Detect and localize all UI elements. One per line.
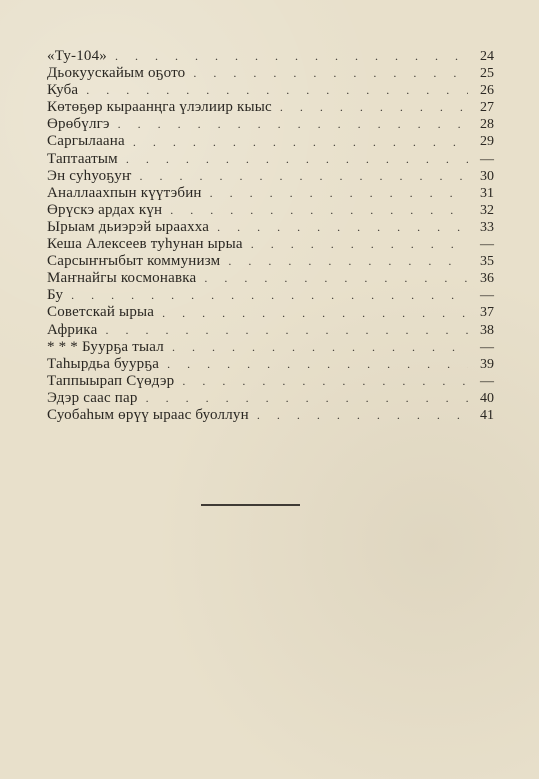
toc-row bbox=[47, 356, 494, 373]
toc-row bbox=[47, 65, 494, 82]
toc-page-number: 32 bbox=[480, 202, 494, 218]
toc-row bbox=[47, 390, 494, 407]
dot-leader bbox=[84, 82, 468, 99]
toc-entry-title: Дьокуускайым оҕото bbox=[47, 65, 186, 82]
dot-leader bbox=[215, 219, 468, 236]
toc-page-number: 37 bbox=[480, 305, 494, 321]
dot-leader bbox=[160, 305, 468, 322]
toc-row bbox=[47, 322, 494, 339]
dot-leader bbox=[116, 116, 468, 133]
toc-row bbox=[47, 304, 494, 321]
toc-entry-title: Аналлаахпын күүтэбин bbox=[47, 184, 202, 201]
table-of-contents bbox=[47, 48, 494, 424]
dot-leader bbox=[255, 407, 468, 424]
toc-entry-title: Ырыам дьиэрэй ыраахха bbox=[47, 218, 210, 235]
toc-entry-title: Советскай ырыа bbox=[47, 304, 155, 321]
toc-entry-title: Көтөҕөр кыраанңга үлэлиир кыыс bbox=[47, 99, 272, 116]
dot-leader bbox=[103, 322, 468, 339]
toc-entry-title: Куба bbox=[47, 82, 79, 99]
dot-leader bbox=[191, 65, 468, 82]
toc-page-number: 41 bbox=[480, 407, 494, 423]
toc-entry-title: Саргылаана bbox=[47, 133, 125, 150]
dot-leader bbox=[249, 236, 468, 253]
toc-entry-title: Өрөбүлгэ bbox=[47, 116, 110, 133]
toc-row bbox=[47, 116, 494, 133]
closing-rule bbox=[201, 504, 300, 506]
toc-row bbox=[47, 202, 494, 219]
toc-page-number: 31 bbox=[480, 185, 494, 201]
toc-row bbox=[47, 236, 494, 253]
toc-page-number: 36 bbox=[480, 271, 494, 287]
toc-row bbox=[47, 339, 494, 356]
dot-leader bbox=[168, 202, 468, 219]
toc-entry-title: «Ту-104» bbox=[47, 48, 108, 64]
toc-row bbox=[47, 270, 494, 287]
dot-leader bbox=[138, 168, 468, 185]
toc-row bbox=[47, 407, 494, 424]
dot-leader bbox=[144, 390, 468, 407]
toc-page-number: 29 bbox=[480, 134, 494, 150]
toc-entry-title: Өрүскэ ардах күн bbox=[47, 201, 163, 218]
toc-page-number: 25 bbox=[480, 66, 494, 82]
toc-row bbox=[47, 82, 494, 99]
toc-entry-title: * * * Буурҕа тыал bbox=[47, 338, 164, 355]
toc-page-number: — bbox=[480, 373, 494, 389]
dot-leader bbox=[170, 339, 468, 356]
toc-page-number: 24 bbox=[480, 49, 494, 64]
toc-row bbox=[47, 219, 494, 236]
dot-leader bbox=[131, 134, 468, 151]
toc-entry-title: Суобаһым өрүү ыраас буоллун bbox=[47, 406, 249, 423]
toc-page-number: — bbox=[480, 237, 494, 253]
toc-page-number: — bbox=[480, 151, 494, 167]
dot-leader bbox=[202, 270, 468, 287]
toc-page-number: 28 bbox=[480, 117, 494, 133]
dot-leader bbox=[180, 373, 468, 390]
toc-entry-title: Эн суһуоҕуҥ bbox=[47, 167, 132, 184]
toc-row bbox=[47, 168, 494, 185]
toc-entry-title: Сарсыҥҥыбыт коммунизм bbox=[47, 253, 221, 270]
toc-entry-title: Бу bbox=[47, 287, 64, 304]
toc-entry-title: Кеша Алексеев туһунан ырыа bbox=[47, 236, 243, 253]
dot-leader bbox=[124, 151, 468, 168]
toc-page-number: 30 bbox=[480, 168, 494, 184]
toc-entry-title: Эдэр саас пар bbox=[47, 389, 138, 406]
toc-entry-title: Таптаатым bbox=[47, 150, 118, 167]
toc-page-number: — bbox=[480, 288, 494, 304]
dot-leader bbox=[226, 253, 468, 270]
toc-entry-title: Таһырдьа буурҕа bbox=[47, 355, 160, 372]
dot-leader bbox=[208, 185, 468, 202]
toc-row bbox=[47, 151, 494, 168]
toc-page-number: 27 bbox=[480, 100, 494, 116]
dot-leader bbox=[165, 356, 468, 373]
toc-row bbox=[47, 99, 494, 116]
toc-row bbox=[47, 287, 494, 304]
toc-entry-title: Таппыырап Сүөдэр bbox=[47, 372, 175, 389]
toc-row bbox=[47, 48, 494, 65]
toc-row bbox=[47, 133, 494, 150]
toc-page-number: 26 bbox=[480, 83, 494, 99]
toc-row bbox=[47, 373, 494, 390]
toc-page-number: 38 bbox=[480, 322, 494, 338]
dot-leader bbox=[278, 99, 468, 116]
toc-page-number: 40 bbox=[480, 390, 494, 406]
dot-leader bbox=[113, 48, 468, 65]
toc-entry-title: Маҥнайгы космонавка bbox=[47, 270, 197, 287]
toc-row bbox=[47, 185, 494, 202]
toc-page-number: — bbox=[480, 339, 494, 355]
toc-row bbox=[47, 253, 494, 270]
toc-page-number: 33 bbox=[480, 219, 494, 235]
dot-leader bbox=[69, 287, 468, 304]
toc-page-number: 39 bbox=[480, 356, 494, 372]
toc-page-number: 35 bbox=[480, 254, 494, 270]
toc-entry-title: Африка bbox=[47, 321, 98, 338]
